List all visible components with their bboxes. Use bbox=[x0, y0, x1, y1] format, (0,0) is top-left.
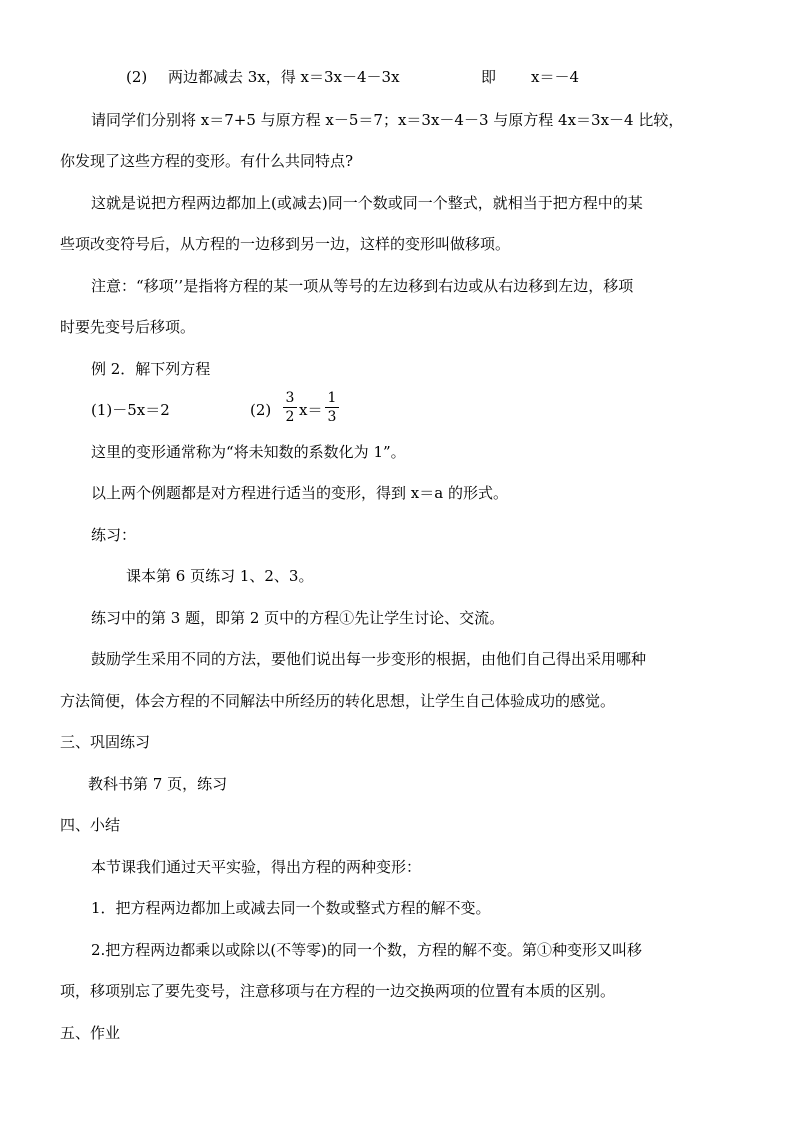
equation-1: (1)－5x＝2 bbox=[91, 401, 170, 419]
paragraph-line: 这里的变形通常称为“将未知数的系数化为 1”。 bbox=[91, 443, 406, 461]
summary-item: 2.把方程两边都乘以或除以(不等零)的同一个数，方程的解不变。第①种变形又叫移 bbox=[91, 941, 643, 959]
step-connector: 即 bbox=[481, 68, 497, 86]
section-heading: 三、巩固练习 bbox=[60, 733, 151, 751]
paragraph-line: 些项改变符号后，从方程的一边移到另一边，这样的变形叫做移项。 bbox=[60, 235, 511, 253]
paragraph-line: 练习中的第 3 题，即第 2 页中的方程①先让学生讨论、交流。 bbox=[91, 609, 505, 627]
paragraph-line: 这就是说把方程两边都加上(或减去)同一个数或同一个整式，就相当于把方程中的某 bbox=[91, 194, 643, 212]
note-line: 时要先变号后移项。 bbox=[60, 318, 196, 336]
section-heading: 四、小结 bbox=[60, 816, 121, 834]
paragraph-line: 以上两个例题都是对方程进行适当的变形，得到 x＝a 的形式。 bbox=[91, 484, 508, 502]
step-result: x＝－4 bbox=[531, 68, 580, 86]
step-text: 两边都减去 3x，得 x＝3x－4－3x bbox=[168, 68, 400, 86]
fraction-denominator: 2 bbox=[285, 409, 295, 425]
paragraph-line: 项，移项别忘了要先变号，注意移项与在方程的一边交换两项的位置有本质的区别。 bbox=[60, 982, 616, 1000]
fraction-three-halves bbox=[283, 390, 297, 425]
example-heading: 例 2．解下列方程 bbox=[91, 360, 211, 378]
note-line: 注意：“移项’’是指将方程的某一项从等号的左边移到右边或从右边移到左边，移项 bbox=[91, 277, 634, 295]
summary-item: 1．把方程两边都加上或减去同一个数或整式方程的解不变。 bbox=[91, 899, 491, 917]
equation-2-label: (2) bbox=[250, 401, 272, 419]
paragraph-line: 你发现了这些方程的变形。有什么共同特点? bbox=[60, 152, 354, 170]
exercise-heading: 练习： bbox=[91, 526, 137, 544]
exercise-item: 课本第 6 页练习 1、2、3。 bbox=[126, 567, 314, 585]
fraction-numerator: 3 bbox=[283, 390, 297, 408]
fraction-numerator: 1 bbox=[325, 390, 339, 408]
paragraph-line: 本节课我们通过天平实验，得出方程的两种变形： bbox=[91, 858, 422, 876]
fraction-one-third bbox=[325, 390, 339, 425]
paragraph-line: 教科书第 7 页，练习 bbox=[88, 775, 228, 793]
paragraph-line: 请同学们分别将 x＝7+5 与原方程 x－5＝7；x＝3x－4－3 与原方程 4x＝3x－4 比较， bbox=[91, 111, 684, 129]
paragraph-line: 方法简便，体会方程的不同解法中所经历的转化思想，让学生自己体验成功的感觉。 bbox=[60, 692, 616, 710]
step-label: (2) bbox=[126, 68, 148, 86]
equation-2-text: x＝ bbox=[299, 401, 323, 419]
fraction-denominator: 3 bbox=[327, 409, 337, 425]
paragraph-line: 鼓励学生采用不同的方法，要他们说出每一步变形的根据，由他们自己得出采用哪种 bbox=[91, 650, 647, 668]
section-heading: 五、作业 bbox=[60, 1024, 121, 1042]
